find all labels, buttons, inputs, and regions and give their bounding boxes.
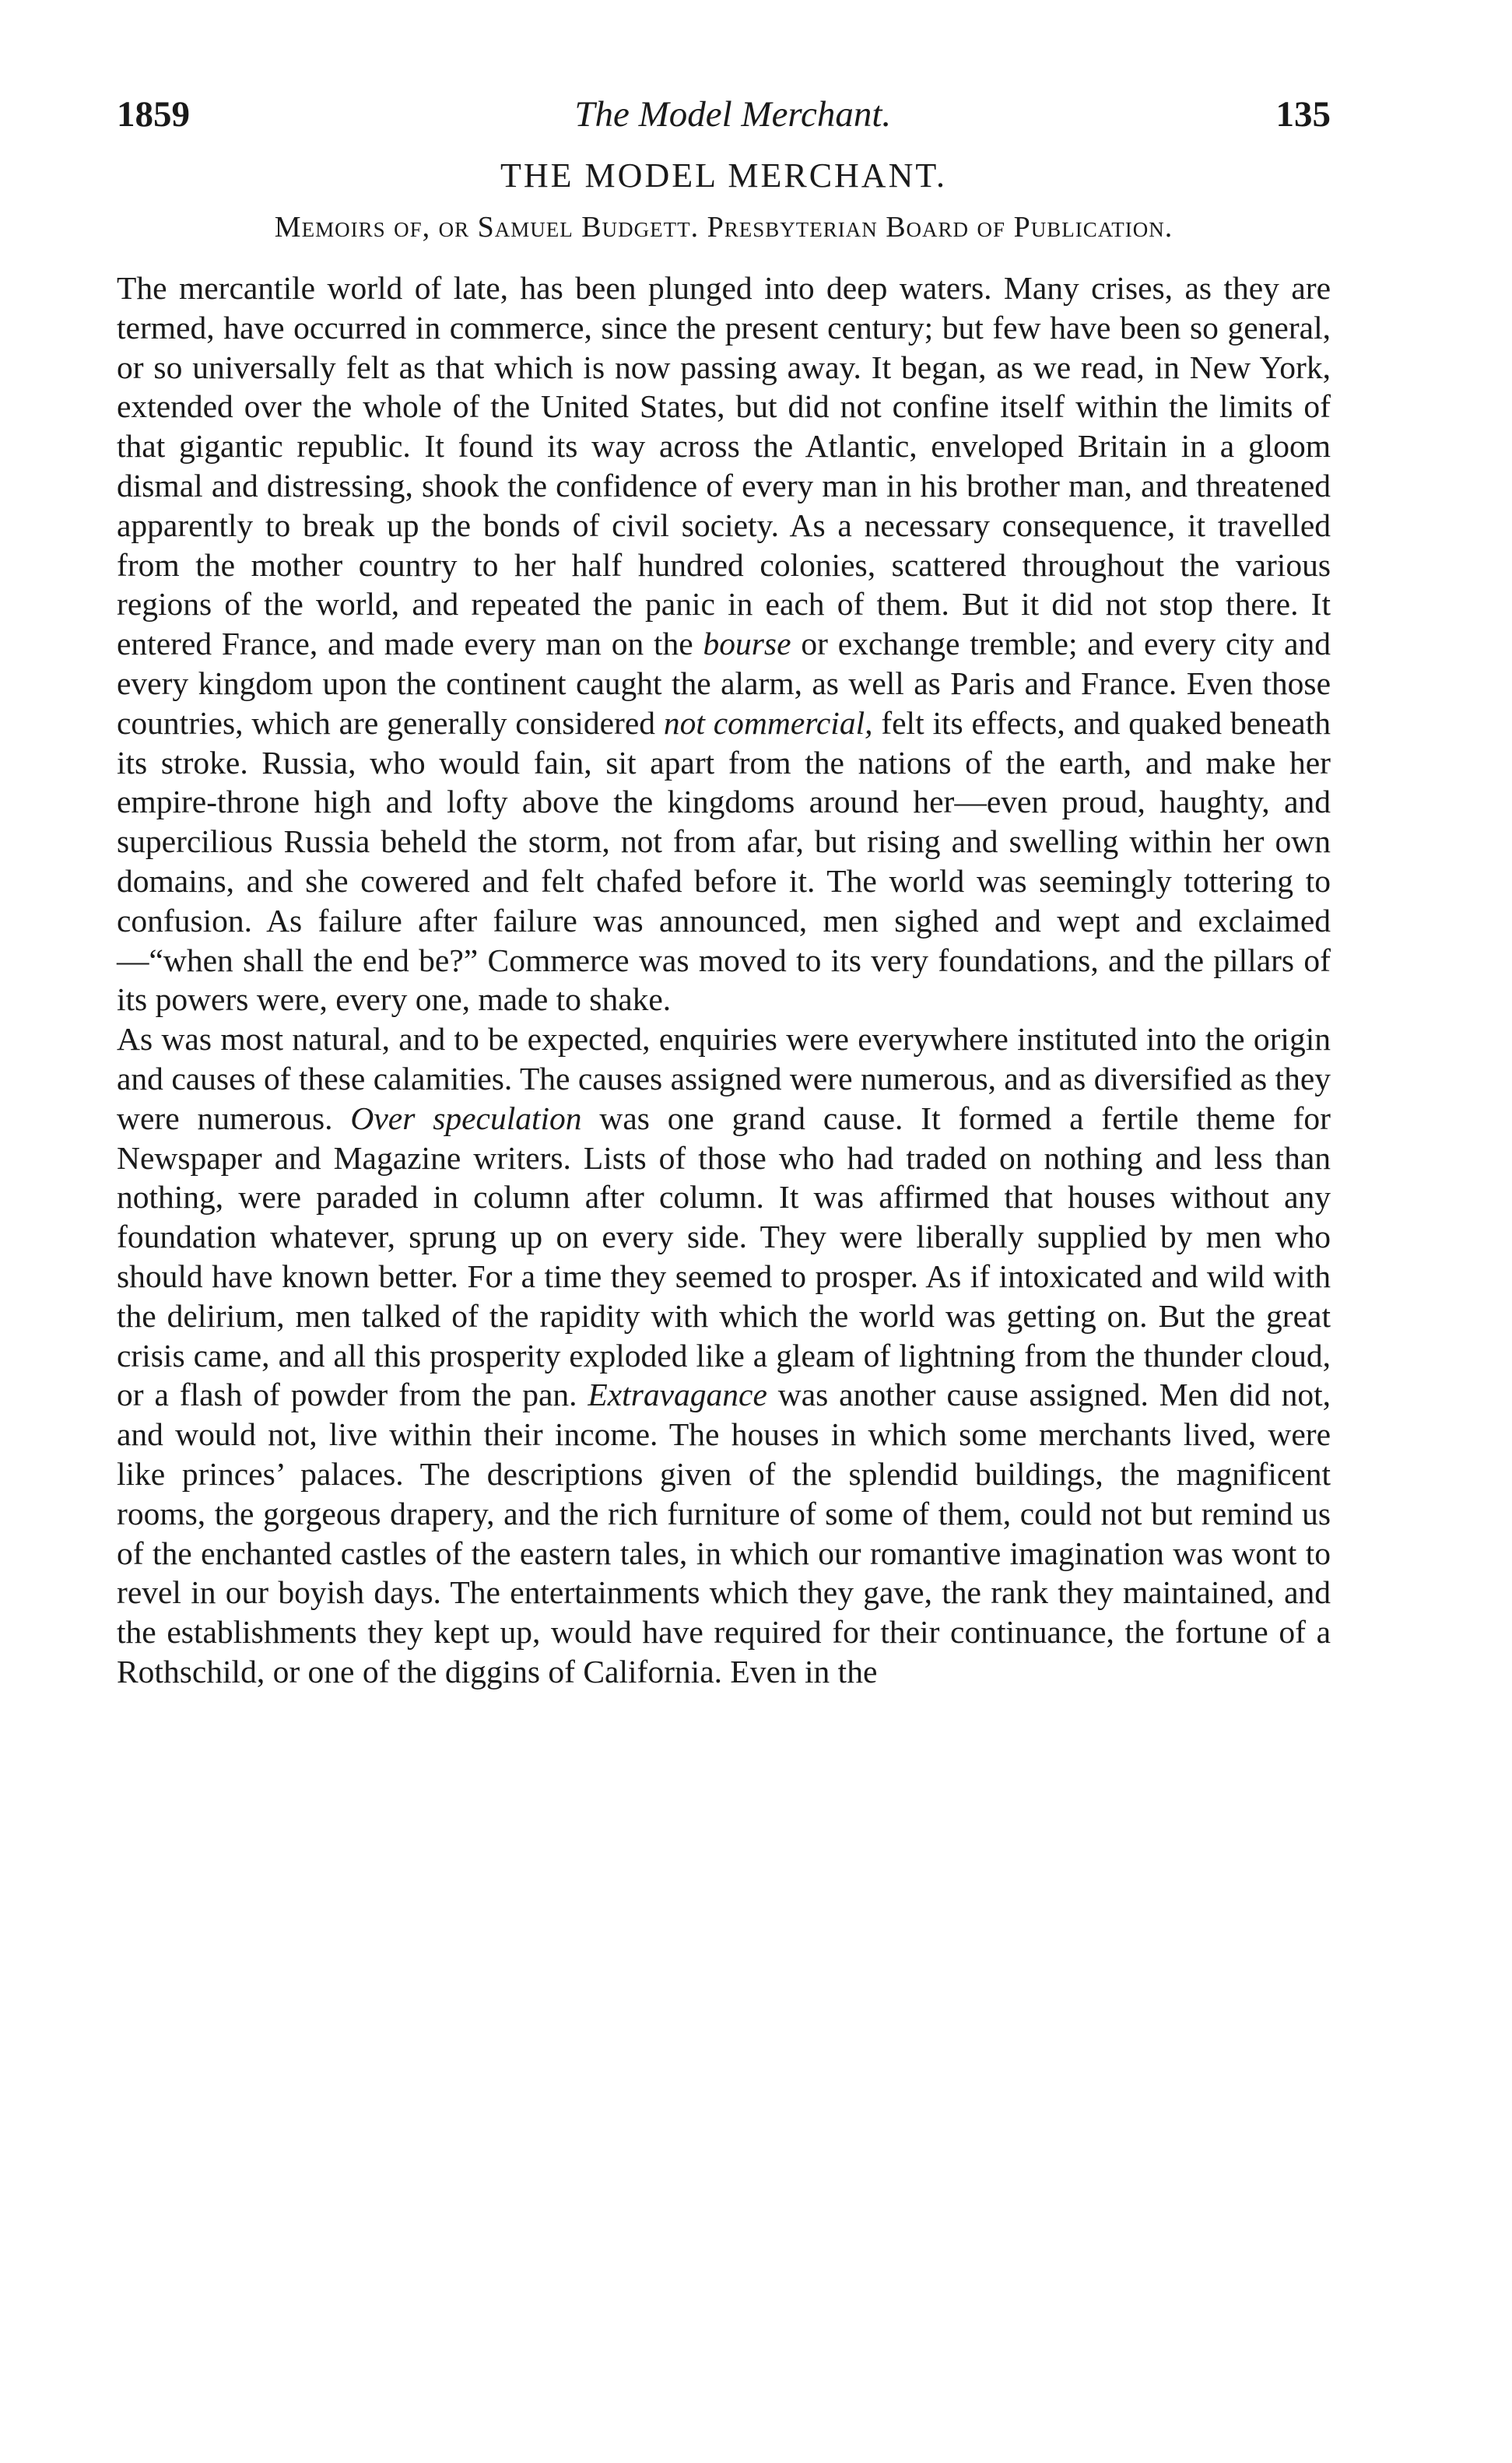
running-head-year: 1859 bbox=[117, 94, 190, 135]
paragraph-1-text-a: The mercantile world of late, has been plunged into deep waters. Many crises, as they are termed, have occurred in commerce, since the present century; but few have been so general, or so universally felt as that which is now passing away. It began, as we read, in New York, extended over the whole of the United States, but did not confine itself within the limits of that gigantic republic. It found its way across the Atlantic, enveloped Britain in a gloom dismal and distressing, shook the confidence of every man in his brother man, and threatened apparently to break up the bonds of civil society. As a necessary consequence, it travelled from the mother country to her half hundred colonies, scattered throughout the various regions of the world, and repeated the panic in each of them. But it did not stop there. It entered France, and made every man on the bbox=[117, 270, 1331, 662]
article-body bbox=[117, 268, 1331, 1692]
page bbox=[117, 93, 1331, 1692]
paragraph-2-italic-extravagance: Extravagance bbox=[588, 1377, 767, 1413]
paragraph-2-text-a: As was most natural, and to be expected, enquiries were everywhere instituted into the origin and causes of these calamities. The causes assigned were numerous, and as diversified as they were numerous. bbox=[117, 1021, 1331, 1136]
running-head bbox=[117, 93, 1331, 135]
paragraph-2 bbox=[117, 1019, 1331, 1692]
page-number: 135 bbox=[1275, 94, 1331, 135]
paragraph-1-italic-not-commercial: not commercial, bbox=[663, 704, 873, 741]
paragraph-1-text-b: or exchange tremble; and every city and every kingdom upon the continent caught the alarm, as well as Paris and France. Even those countries, which are generally considered bbox=[117, 626, 1331, 741]
paragraph-1-text-c: felt its effects, and quaked beneath its stroke. Russia, who would fain, sit apart from the nations of the earth, and make her empire-throne high and lofty above the kingdoms around her—even proud, haughty, and supercilious Russia beheld the storm, not from afar, but rising and swelling within her own domains, and she cowered and felt chafed before it. The world was seemingly tottering to confusion. As failure after failure was announced, men sighed and wept and exclaimed—“when shall the end be?” Commerce was moved to its very foundations, and the pillars of its powers were, every one, made to shake. bbox=[117, 704, 1331, 1018]
paragraph-2-text-c: was another cause assigned. Men did not, and would not, live within their income. The houses in which some merchants lived, were like princes’ palaces. The descriptions given of the splendid buildings, the magnificent rooms, the gorgeous drapery, and the rich furniture of some of them, could not but remind us of the enchanted castles of the eastern tales, in which our romantive imagination was wont to revel in our boyish days. The entertainments which they gave, the rank they maintained, and the establishments they kept up, would have required for their continuance, the fortune of a Rothschild, or one of the diggins of California. Even in the bbox=[117, 1377, 1331, 1689]
paragraph-1 bbox=[117, 268, 1331, 1019]
article-subtitle: Memoirs of, or Samuel Budgett. Presbyterian Board of Publication. bbox=[274, 211, 1173, 244]
article-title: THE MODEL MERCHANT. bbox=[500, 156, 947, 195]
paragraph-2-text-b: was one grand cause. It formed a fertile theme for Newspaper and Magazine writers. Lists of those who had traded on nothing and less than nothing, were paraded in column after column. It was affirmed that houses without any foundation whatever, sprung up on every side. They were liberally supplied by men who should have known better. For a time they seemed to prosper. As if intoxicated and wild with the delirium, men talked of the rapidity with which the world was getting on. But the great crisis came, and all this prosperity exploded like a gleam of lightning from the thunder cloud, or a flash of powder from the pan. bbox=[117, 1100, 1331, 1413]
paragraph-2-italic-over-speculation: Over speculation bbox=[350, 1100, 582, 1136]
running-head-title: The Model Merchant. bbox=[574, 94, 892, 135]
paragraph-1-italic-bourse: bourse bbox=[703, 626, 791, 662]
